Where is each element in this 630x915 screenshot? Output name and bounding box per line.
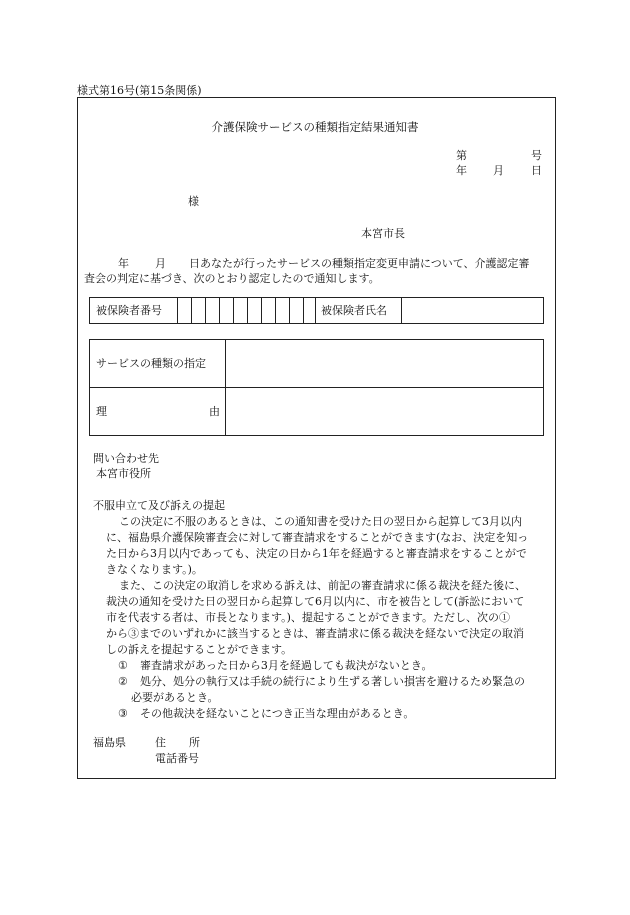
appeal-p2-line: 市を代表する者は、市長となります。)、提起することができます。ただし、次の① [106,611,511,624]
appeal-p2-line: から③までのいずれかに該当するときは、審査請求に係る裁決を経ないで決定の取消 [106,627,524,640]
addressee-suffix: 様 [188,195,199,208]
intro-month: 月 [155,257,166,270]
contact-heading: 問い合わせ先 [93,452,159,465]
appeal-item-text: 審査請求があった日から3月を経過しても裁決がないとき。 [140,659,433,672]
issuer: 本宮市長 [361,227,405,240]
appeal-p1-line: この決定に不服のあるときは、この通知書を受けた日の翌日から起算して3月以内 [119,515,522,528]
intro-line-1: 日あなたが行ったサービスの種類指定変更申請について、介護認定審 [189,257,530,270]
appeal-item-mark: ① [118,659,128,672]
footer-phone: 電話番号 [155,752,199,765]
form-label: 様式第16号(第15条関係) [77,84,202,97]
appeal-item-text: 必要があるとき。 [131,691,219,704]
appeal-p2-line: 裁決の通知を受けた日の翌日から起算して6月以内に、市を被告として(訴訟において [106,595,525,608]
appeal-item-mark: ② [118,675,128,688]
service-type-label: サービスの種類の指定 [96,357,206,370]
number-suffix: 号 [531,149,542,162]
insured-number-label: 被保険者番号 [96,304,162,317]
appeal-p1-line: に、福島県介護保険審査会に対して審査請求をすることができます(なお、決定を知っ [106,531,529,544]
appeal-p1-line: た日から3月以内であっても、決定の日から1年を経過すると審査請求をすることがで [106,547,527,560]
footer-prefecture: 福島県 [93,736,126,749]
contact-office: 本宮市役所 [96,467,151,480]
number-prefix: 第 [456,149,467,162]
footer-address-1: 住 [155,736,166,749]
intro-year: 年 [118,257,129,270]
intro-line-2: 査会の判定に基づき、次のとおり認定したので通知します。 [84,272,380,285]
appeal-item-text: その他裁決を経ないことにつき正当な理由があるとき。 [140,707,415,720]
appeal-p2-line: また、この決定の取消しを求める訴えは、前記の審査請求に係る裁決を経た後に、 [119,579,526,592]
insured-table [89,297,544,324]
footer-address-2: 所 [189,736,200,749]
insured-number-field[interactable] [178,298,314,323]
reason-field[interactable] [226,388,543,435]
insured-name-label: 被保険者氏名 [321,304,387,317]
appeal-item-text: 処分、処分の執行又は手続の続行により生ずる著しい損害を避けるため緊急の [140,675,525,688]
appeal-heading: 不服申立て及び訴えの提起 [93,499,225,512]
designation-table [89,339,544,436]
appeal-p2-line: しの訴えを提起することができます。 [106,643,293,656]
appeal-p1-line: きなくなります。)。 [106,563,203,576]
reason-label-2: 由 [209,405,220,418]
reason-label-1: 理 [96,405,107,418]
insured-name-field[interactable] [402,298,543,323]
document-title: 介護保険サービスの種類指定結果通知書 [211,120,419,134]
date-year: 年 [456,164,467,177]
service-type-field[interactable] [226,340,543,387]
date-day: 日 [531,164,542,177]
date-month: 月 [493,164,504,177]
appeal-item-mark: ③ [118,707,128,720]
